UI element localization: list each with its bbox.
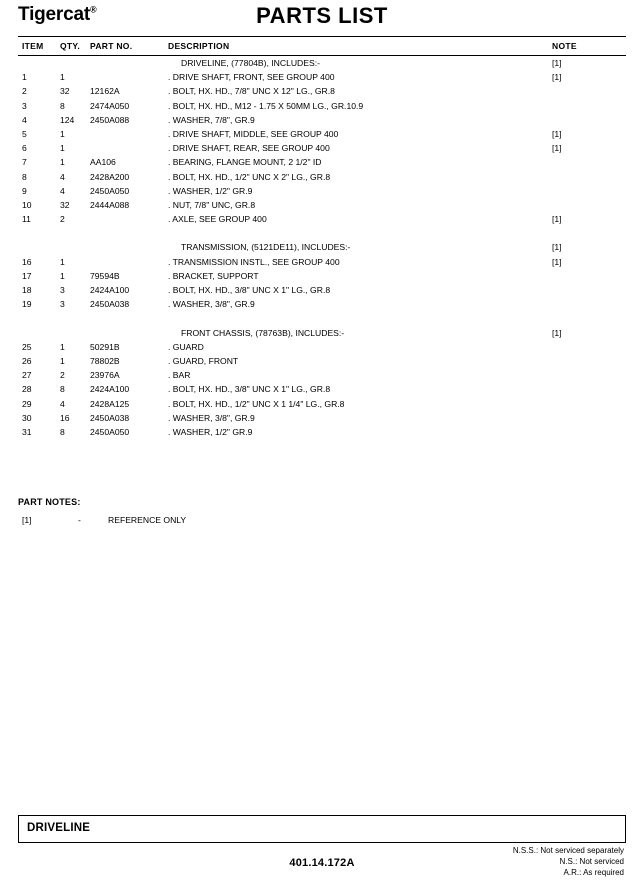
- cell-part-no: 2450A050: [90, 426, 130, 437]
- table-row: [18, 413, 626, 427]
- cell-description: . BOLT, HX. HD., 3/8" UNC X 1" LG., GR.8: [168, 285, 331, 295]
- cell-item: 31: [22, 426, 32, 437]
- cell-qty: 32: [60, 199, 70, 210]
- cell-qty: 8: [60, 426, 65, 437]
- table-row: [18, 342, 626, 356]
- table-row: [18, 200, 626, 214]
- legend-line: N.S.S.: Not serviced separately: [512, 846, 624, 855]
- part-notes-title: PART NOTES:: [18, 497, 81, 508]
- page-title: PARTS LIST: [256, 3, 388, 28]
- cell-qty: 124: [60, 114, 75, 125]
- cell-description: . DRIVE SHAFT, REAR, SEE GROUP 400: [168, 143, 330, 154]
- cell-description: . WASHER, 3/8", GR.9: [168, 299, 255, 310]
- brand-name: Tigercat: [18, 4, 90, 25]
- cell-part-no: 2450A088: [90, 114, 130, 125]
- table-row: [18, 214, 626, 228]
- cell-item: 10: [22, 199, 32, 210]
- cell-description: . WASHER, 1/2" GR.9: [168, 426, 253, 437]
- cell-qty: 1: [60, 355, 65, 366]
- cell-item: 2: [22, 86, 27, 97]
- part-note-text: REFERENCE ONLY: [108, 515, 187, 526]
- cell-qty: 1: [60, 256, 65, 267]
- cell-description: DRIVELINE, (77804B), INCLUDES:-: [181, 58, 320, 68]
- part-note-dash: -: [78, 515, 81, 526]
- cell-description: . TRANSMISSION INSTL., SEE GROUP 400: [168, 256, 340, 267]
- cell-part-no: 2474A050: [90, 100, 130, 111]
- cell-description: . WASHER, 3/8", GR.9: [168, 412, 255, 423]
- cell-item: 27: [22, 370, 32, 381]
- cell-qty: 4: [60, 398, 65, 409]
- table-row: [18, 399, 626, 413]
- table-spacer: [18, 228, 626, 242]
- cell-item: 1: [22, 72, 27, 83]
- header-divider-bottom: [18, 55, 626, 56]
- cell-item: 17: [22, 270, 32, 281]
- cell-description: . BOLT, HX. HD., M12 - 1.75 X 50MM LG., GR.10.9: [168, 100, 364, 111]
- cell-qty: 16: [60, 412, 70, 423]
- cell-description: . BEARING, FLANGE MOUNT, 2 1/2" ID: [168, 157, 322, 168]
- table-row: [18, 299, 626, 313]
- cell-part-no: 23976A: [90, 370, 120, 381]
- table-column-headers: [18, 37, 626, 55]
- part-notes-section: [18, 497, 626, 529]
- cell-note: [1]: [552, 128, 562, 139]
- table-row: [18, 186, 626, 200]
- cell-note: [1]: [552, 242, 562, 253]
- table-row: [18, 72, 626, 86]
- cell-item: 25: [22, 341, 32, 352]
- cell-qty: 1: [60, 341, 65, 352]
- cell-description: . GUARD, FRONT: [168, 355, 239, 366]
- cell-item: 6: [22, 143, 27, 154]
- cell-description: . BOLT, HX. HD., 1/2" UNC X 2" LG., GR.8: [168, 171, 331, 182]
- cell-part-no: 2450A050: [90, 185, 130, 196]
- cell-item: 4: [22, 114, 27, 125]
- cell-note: [1]: [552, 327, 562, 338]
- table-row: [18, 143, 626, 157]
- part-note-row: [18, 515, 626, 529]
- cell-qty: 1: [60, 157, 65, 168]
- table-row: [18, 384, 626, 398]
- cell-description: . NUT, 7/8" UNC, GR.8: [168, 199, 256, 210]
- cell-note: [1]: [552, 256, 562, 267]
- table-row: [18, 86, 626, 100]
- cell-item: 29: [22, 398, 32, 409]
- cell-qty: 4: [60, 171, 65, 182]
- page-header: [18, 0, 626, 36]
- cell-item: 19: [22, 299, 32, 310]
- cell-part-no: 12162A: [90, 86, 120, 97]
- cell-description: . BOLT, HX. HD., 1/2" UNC X 1 1/4" LG., GR.8: [168, 398, 345, 409]
- cell-note: [1]: [552, 214, 562, 225]
- cell-qty: 1: [60, 143, 65, 154]
- column-header-qty: QTY.: [60, 41, 81, 51]
- cell-note: [1]: [552, 143, 562, 154]
- cell-part-no: AA106: [90, 157, 116, 168]
- cell-part-no: 2450A038: [90, 299, 130, 310]
- cell-qty: 2: [60, 214, 65, 225]
- cell-qty: 32: [60, 86, 70, 97]
- table-row: [18, 257, 626, 271]
- cell-description: . DRIVE SHAFT, MIDDLE, SEE GROUP 400: [168, 128, 339, 139]
- cell-part-no: 2450A038: [90, 412, 130, 423]
- cell-qty: 1: [60, 128, 65, 139]
- cell-qty: 8: [60, 384, 65, 395]
- cell-description: TRANSMISSION, (5121DE11), INCLUDES:-: [181, 242, 351, 253]
- cell-item: 26: [22, 355, 32, 366]
- column-header-part-no: PART NO.: [90, 41, 133, 51]
- cell-part-no: 79594B: [90, 270, 120, 281]
- table-group-row: [18, 328, 626, 342]
- table-row: [18, 115, 626, 129]
- registered-trademark-icon: ®: [89, 4, 97, 15]
- cell-item: 8: [22, 171, 27, 182]
- abbreviation-legend: [513, 845, 624, 878]
- table-spacer: [18, 313, 626, 327]
- cell-qty: 8: [60, 100, 65, 111]
- table-row: [18, 427, 626, 441]
- section-title-box: [18, 815, 626, 843]
- legend-line: A.R.: As required: [563, 868, 624, 877]
- cell-qty: 2: [60, 370, 65, 381]
- cell-part-no: 2424A100: [90, 384, 130, 395]
- cell-description: . BAR: [168, 370, 191, 381]
- cell-part-no: 2428A200: [90, 171, 130, 182]
- cell-description: . DRIVE SHAFT, FRONT, SEE GROUP 400: [168, 72, 335, 83]
- table-row: [18, 101, 626, 115]
- table-row: [18, 370, 626, 384]
- column-header-note: NOTE: [552, 41, 577, 51]
- table-row: [18, 129, 626, 143]
- cell-qty: 3: [60, 299, 65, 310]
- cell-part-no: 2428A125: [90, 398, 130, 409]
- table-row: [18, 285, 626, 299]
- page-footer: [18, 815, 626, 885]
- cell-item: 5: [22, 128, 27, 139]
- cell-description: . WASHER, 7/8", GR.9: [168, 114, 255, 125]
- cell-description: . AXLE, SEE GROUP 400: [168, 214, 267, 225]
- cell-item: 30: [22, 412, 32, 423]
- column-header-item: ITEM: [22, 41, 44, 51]
- table-row: [18, 271, 626, 285]
- cell-item: 7: [22, 157, 27, 168]
- parts-table: [18, 58, 626, 441]
- cell-description: . GUARD: [168, 341, 204, 352]
- legend-line: N.S.: Not serviced: [559, 857, 624, 866]
- table-group-row: [18, 58, 626, 72]
- part-notes-list: [18, 515, 626, 529]
- cell-qty: 1: [60, 72, 65, 83]
- table-row: [18, 356, 626, 370]
- cell-part-no: 50291B: [90, 341, 120, 352]
- cell-note: [1]: [552, 58, 562, 68]
- column-header-description: DESCRIPTION: [168, 41, 230, 51]
- cell-description: FRONT CHASSIS, (78763B), INCLUDES:-: [181, 327, 345, 338]
- cell-qty: 1: [60, 270, 65, 281]
- cell-note: [1]: [552, 72, 562, 83]
- cell-description: . WASHER, 1/2" GR.9: [168, 185, 253, 196]
- cell-part-no: 2424A100: [90, 285, 130, 295]
- footer-under: [18, 843, 626, 885]
- cell-description: . BOLT, HX. HD., 7/8" UNC X 12" LG., GR.8: [168, 86, 335, 97]
- cell-part-no: 2444A088: [90, 199, 130, 210]
- table-row: [18, 157, 626, 171]
- cell-item: 11: [22, 214, 31, 225]
- cell-qty: 3: [60, 285, 65, 295]
- cell-item: 3: [22, 100, 27, 111]
- table-group-row: [18, 242, 626, 256]
- document-number: 401.14.172A: [289, 857, 355, 869]
- section-title: DRIVELINE: [27, 822, 91, 834]
- cell-item: 16: [22, 256, 32, 267]
- cell-item: 9: [22, 185, 27, 196]
- part-note-key: [1]: [22, 515, 32, 526]
- cell-part-no: 78802B: [90, 355, 120, 366]
- cell-item: 28: [22, 384, 32, 395]
- cell-item: 18: [22, 285, 32, 295]
- table-row: [18, 172, 626, 186]
- cell-qty: 4: [60, 185, 65, 196]
- cell-description: . BOLT, HX. HD., 3/8" UNC X 1" LG., GR.8: [168, 384, 331, 395]
- cell-description: . BRACKET, SUPPORT: [168, 270, 259, 281]
